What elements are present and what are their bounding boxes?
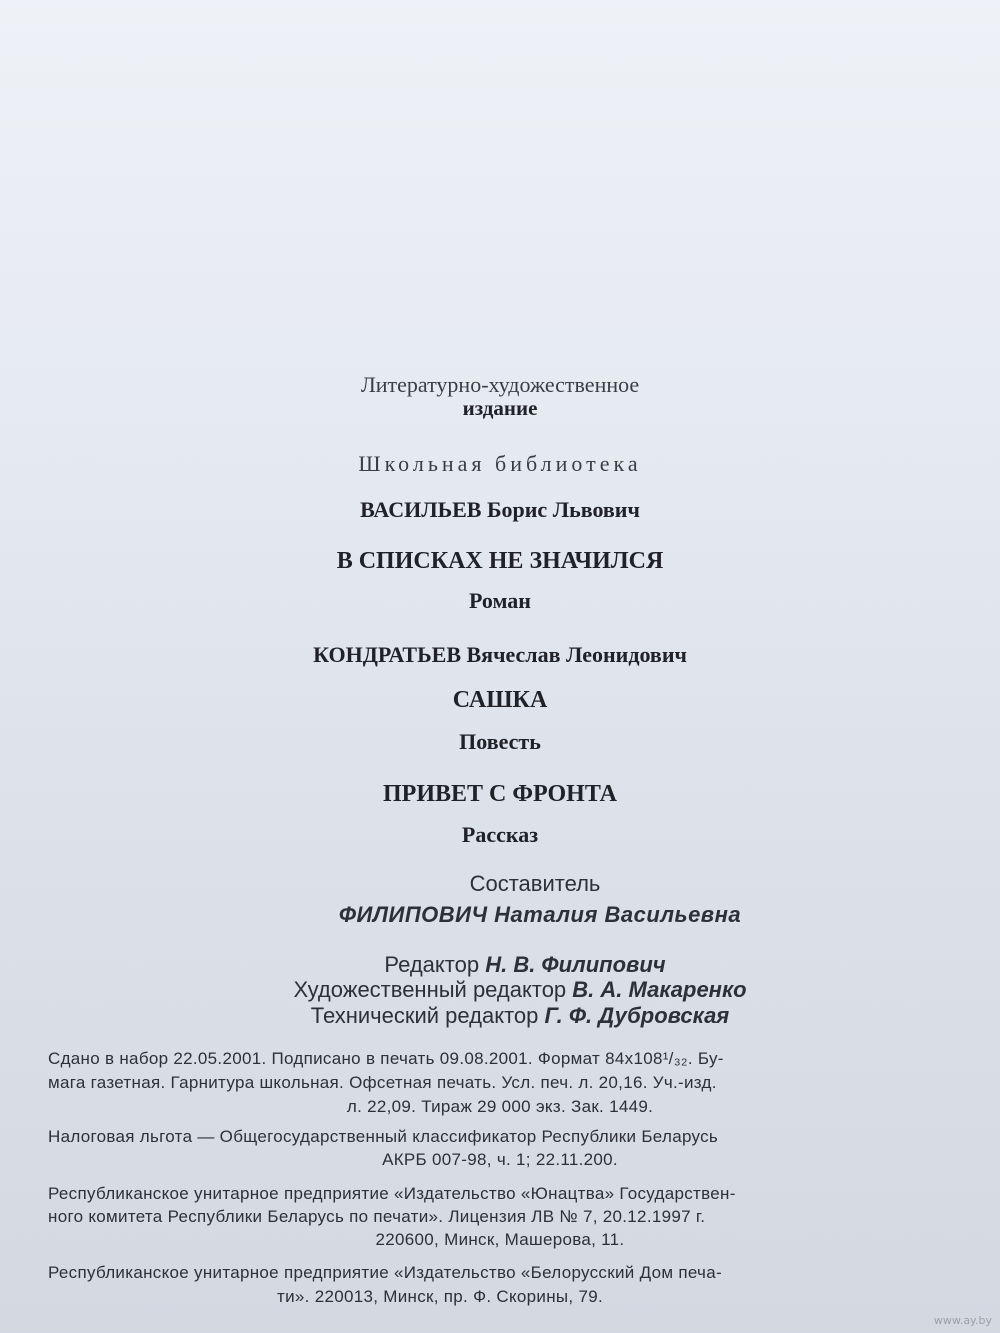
compiler-name: ФИЛИПОВИЧ Наталия Васильевна xyxy=(338,902,742,927)
imprint-line-8: 220600, Минск, Машерова, 11. xyxy=(375,1230,625,1249)
genre-1: Роман xyxy=(469,588,531,613)
watermark: www.ay.by xyxy=(933,1314,992,1327)
art-editor-credit xyxy=(20,977,1000,1003)
editor-label: Редактор xyxy=(384,952,480,977)
imprint-line-9: Республиканское унитарное предприятие «Издательство «Белорусский Дом печа- xyxy=(48,1263,722,1282)
genre-3: Рассказ xyxy=(461,822,539,847)
editor-name: Н. В. Филипович xyxy=(485,952,666,977)
art-editor-label: Художественный редактор xyxy=(293,977,567,1002)
edition-type: Литературно-художественное xyxy=(360,372,640,397)
compiler-label: Составитель xyxy=(469,871,601,896)
editor-credit xyxy=(25,952,1000,978)
imprint-line-6: Республиканское унитарное предприятие «Издательство «Юнацтва» Государствен- xyxy=(48,1184,736,1203)
tech-editor-credit xyxy=(20,1003,1000,1029)
series-name: Школьная библиотека xyxy=(358,451,642,476)
art-editor-name: В. А. Макаренко xyxy=(572,977,747,1002)
tech-editor-name: Г. Ф. Дубровская xyxy=(544,1003,730,1028)
tech-editor-label: Технический редактор xyxy=(310,1003,539,1028)
imprint-line-4: Налоговая льгота — Общегосударственный классификатор Республики Беларусь xyxy=(48,1127,719,1146)
author-2: КОНДРАТЬЕВ Вячеслав Леонидович xyxy=(313,642,687,667)
imprint-line-5: АКРБ 007-98, ч. 1; 22.11.200. xyxy=(382,1150,618,1169)
title-3: ПРИВЕТ С ФРОНТА xyxy=(383,781,617,807)
imprint-line-10: ти». 220013, Минск, пр. Ф. Скорины, 79. xyxy=(277,1287,603,1306)
imprint-line-3: л. 22,09. Тираж 29 000 экз. Зак. 1449. xyxy=(346,1097,654,1116)
imprint-line-7: ного комитета Республики Беларусь по печати». Лицензия ЛВ № 7, 20.12.1997 г. xyxy=(48,1207,706,1226)
edition-type-2: издание xyxy=(462,396,538,420)
genre-2: Повесть xyxy=(459,729,541,754)
title-2: САШКА xyxy=(452,687,548,713)
imprint-line-2: мага газетная. Гарнитура школьная. Офсетная печать. Усл. печ. л. 20,16. Уч.-изд. xyxy=(48,1073,717,1092)
author-1: ВАСИЛЬЕВ Борис Львович xyxy=(360,497,640,522)
imprint-line-1: Сдано в набор 22.05.2001. Подписано в печать 09.08.2001. Формат 84x108¹/₃₂. Бу- xyxy=(48,1049,724,1068)
title-1: В СПИСКАХ НЕ ЗНАЧИЛСЯ xyxy=(336,548,664,574)
